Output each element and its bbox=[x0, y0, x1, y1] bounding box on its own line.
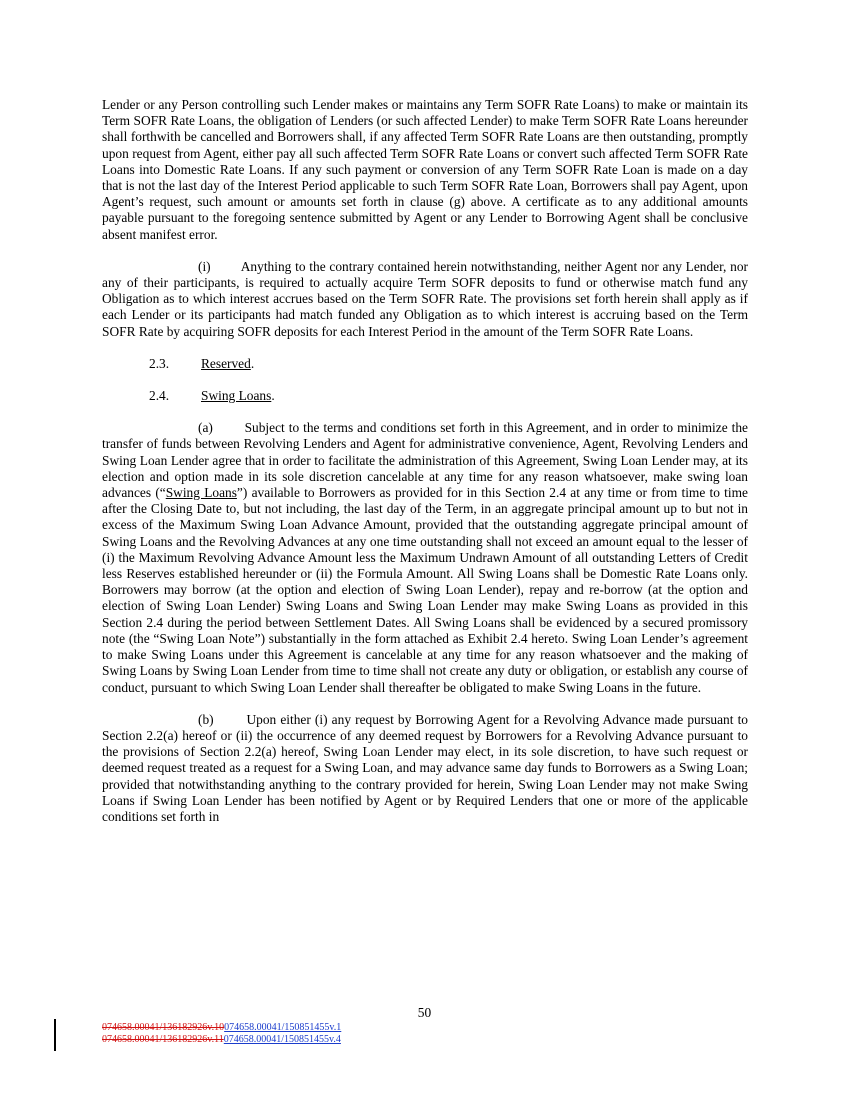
section-number: 2.4. bbox=[149, 388, 170, 404]
paragraph-continued: Lender or any Person controlling such Lender makes or maintains any Term SOFR Rate Loans) to make or maintain its Term SOFR Rate Loans, the obligation of Lenders (or such affected Lender) to make Term SOFR Rate Loans hereunder shall forthwith be cancelled and Borrowers shall, if any affected Term SOFR Rate Loans are then outstanding, promptly upon request from Agent, either pay all such affected Term SOFR Rate Loans or convert such affected Term SOFR Rate Loans into Domestic Rate Loans. If any such payment or conversion of any Term SOFR Rate Loan is made on a day that is not the last day of the Interest Period applicable to such Term SOFR Rate Loan, Borrowers shall pay Agent, upon Agent’s request, such amount or amounts set forth in clause (g) above. A certificate as to any additional amounts payable pursuant to the foregoing sentence submitted by Agent or any Lender to Borrowing Agent shall be conclusive absent manifest error. bbox=[102, 97, 748, 242]
document-id-footer bbox=[102, 1022, 341, 1046]
section-title: Reserved bbox=[201, 355, 251, 371]
inserted-doc-id: 074658.00041/150851455v.1 bbox=[224, 1022, 342, 1033]
deleted-doc-id: 074658.00041/136182926v.10 bbox=[102, 1022, 225, 1033]
section-heading-2-4 bbox=[149, 388, 748, 404]
section-title: Swing Loans bbox=[201, 388, 272, 404]
document-page bbox=[102, 97, 748, 825]
section-title-punct: . bbox=[250, 355, 255, 371]
page-number: 50 bbox=[417, 1005, 432, 1020]
clause-a-text-start: (a) Subject to the terms and conditions set forth in this Agreement, and in order to minimize the transfer of funds between Revolving Lenders and Agent for administrative convenience, Agent, Revolving Lenders and Swing Loan Lender agree that in order to facilitate the administration of this Agreement, Swing Loan Lender may, at its election and option made in its sole discretion cancelable at any time for any reason whatsoever, make swing loan advances (“ bbox=[102, 420, 748, 501]
revision-change-bar bbox=[54, 1019, 56, 1051]
inserted-doc-id: 074658.00041/150851455v.4 bbox=[223, 1034, 341, 1045]
footer-line-2 bbox=[102, 1034, 341, 1046]
paragraph-clause-i: (i) Anything to the contrary contained herein notwithstanding, neither Agent nor any Lender, nor any of their participants, is required to actually acquire Term SOFR deposits to fund or otherwise match fund any Obligation as to which interest accrues based on the Term SOFR Rate. The provisions set forth herein shall apply as if each Lender or its participants had match funded any Obligation as to which interest is accruing based on the Term SOFR Rate by acquiring SOFR deposits for each Interest Period in the amount of the Term SOFR Rate Loans. bbox=[102, 258, 748, 339]
footer-line-1 bbox=[102, 1022, 341, 1034]
paragraph-clause-a bbox=[102, 420, 748, 695]
deleted-doc-id: 074658.00041/136182926v.11 bbox=[102, 1034, 224, 1045]
section-heading-2-3 bbox=[149, 356, 748, 372]
clause-a-text-end: ”) available to Borrowers as provided for in this Section 2.4 at any time or from time to time after the Closing Date to, but not including, the last day of the Term, in an aggregate principal amount up to but not in excess of the Maximum Swing Loan Advance Amount, provided that the outstanding aggregate principal amount of Swing Loans and the Revolving Advances at any one time outstanding shall not exceed an amount equal to the lesser of (i) the Maximum Revolving Advance Amount less the Maximum Undrawn Amount of all outstanding Letters of Credit less Reserves established hereunder or (ii) the Formula Amount. All Swing Loans shall be Domestic Rate Loans only. Borrowers may borrow (at the option and election of Swing Loan Lender), repay and re-borrow (at the option and election of Swing Loan Lender) Swing Loans and Swing Loan Lender may make Swing Loans as provided in this Section 2.4 during the period between Settlement Dates. All Swing Loans shall be evidenced by a secured promissory note (the “Swing Loan Note”) substantially in the form attached as Exhibit 2.4 hereto. Swing Loan Lender’s agreement to make Swing Loans under this Agreement is cancelable at any time for any reason whatsoever and the making of Swing Loans by Swing Loan Lender from time to time shall not create any duty or obligation, or establish any course of conduct, pursuant to which Swing Loan Lender shall thereafter be obligated to make Swing Loans in the future. bbox=[102, 485, 748, 695]
paragraph-clause-b: (b) Upon either (i) any request by Borrowing Agent for a Revolving Advance made pursuant to Section 2.2(a) hereof or (ii) the occurrence of any deemed request by Borrowers for a Revolving Advance pursuant to the provisions of Section 2.2(a) hereof, Swing Loan Lender may elect, in its sole discretion, to have such request or deemed request treated as a request for a Swing Loan, and may advance same day funds to Borrowers as a Swing Loan; provided that notwithstanding anything to the contrary provided for herein, Swing Loan Lender may not make Swing Loans if Swing Loan Lender has been notified by Agent or by Required Lenders that one or more of the applicable conditions set forth in bbox=[102, 711, 748, 824]
section-title-punct: . bbox=[271, 388, 275, 404]
section-number: 2.3. bbox=[149, 355, 170, 371]
defined-term-swing-loans: Swing Loans bbox=[165, 485, 237, 501]
